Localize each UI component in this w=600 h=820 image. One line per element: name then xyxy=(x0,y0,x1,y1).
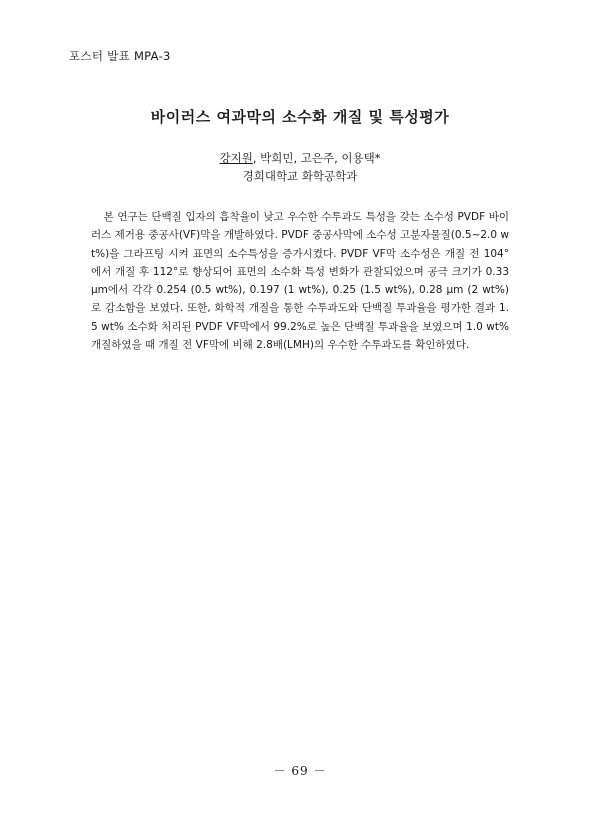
co-authors: , 박희민, 고은주, 이용택* xyxy=(252,151,381,165)
presenting-author: 강지원 xyxy=(219,151,253,165)
author-list xyxy=(0,150,600,166)
page-number: － 69 － xyxy=(273,764,327,778)
session-label: 포스터 발표 MPA-3 xyxy=(69,49,171,63)
affiliation: 경희대학교 화학공학과 xyxy=(242,169,358,183)
abstract-body: 본 연구는 단백질 입자의 흡착율이 낮고 우수한 수투과도 특성을 갖는 소수성 PVDF 바이러스 제거용 중공사(VF)막을 개발하였다. PVDF 중공사막에 소수성 고분자물질(0.5~2.0 wt%)을 그라프팅 시켜 표면의 소수특성을 증가시켰다. PVDF VF막 소수성은 개질 전 104°에서 개질 후 112°로 향상되어 표면의 소수화 특성 변화가 관찰되었으며 공극 크기가 0.33 μm에서 각각 0.254 (0.5 wt%), 0.197 (1 wt%), 0.25 (1.5 wt%), 0.28 μm (2 wt%)로 감소함을 보였다. 또한, 화학적 개질을 통한 수투과도와 단백질 투과율을 평가한 결과 1.5 wt% 소수화 처리된 PVDF VF막에서 99.2%로 높은 단백질 투과율을 보였으며 1.0 wt% 개질하였을 때 개질 전 VF막에 비해 2.8배(LMH)의 우수한 수투과도를 확인하였다. xyxy=(91,211,509,352)
paper-title: 바이러스 여과막의 소수화 개질 및 특성평가 xyxy=(150,108,450,126)
